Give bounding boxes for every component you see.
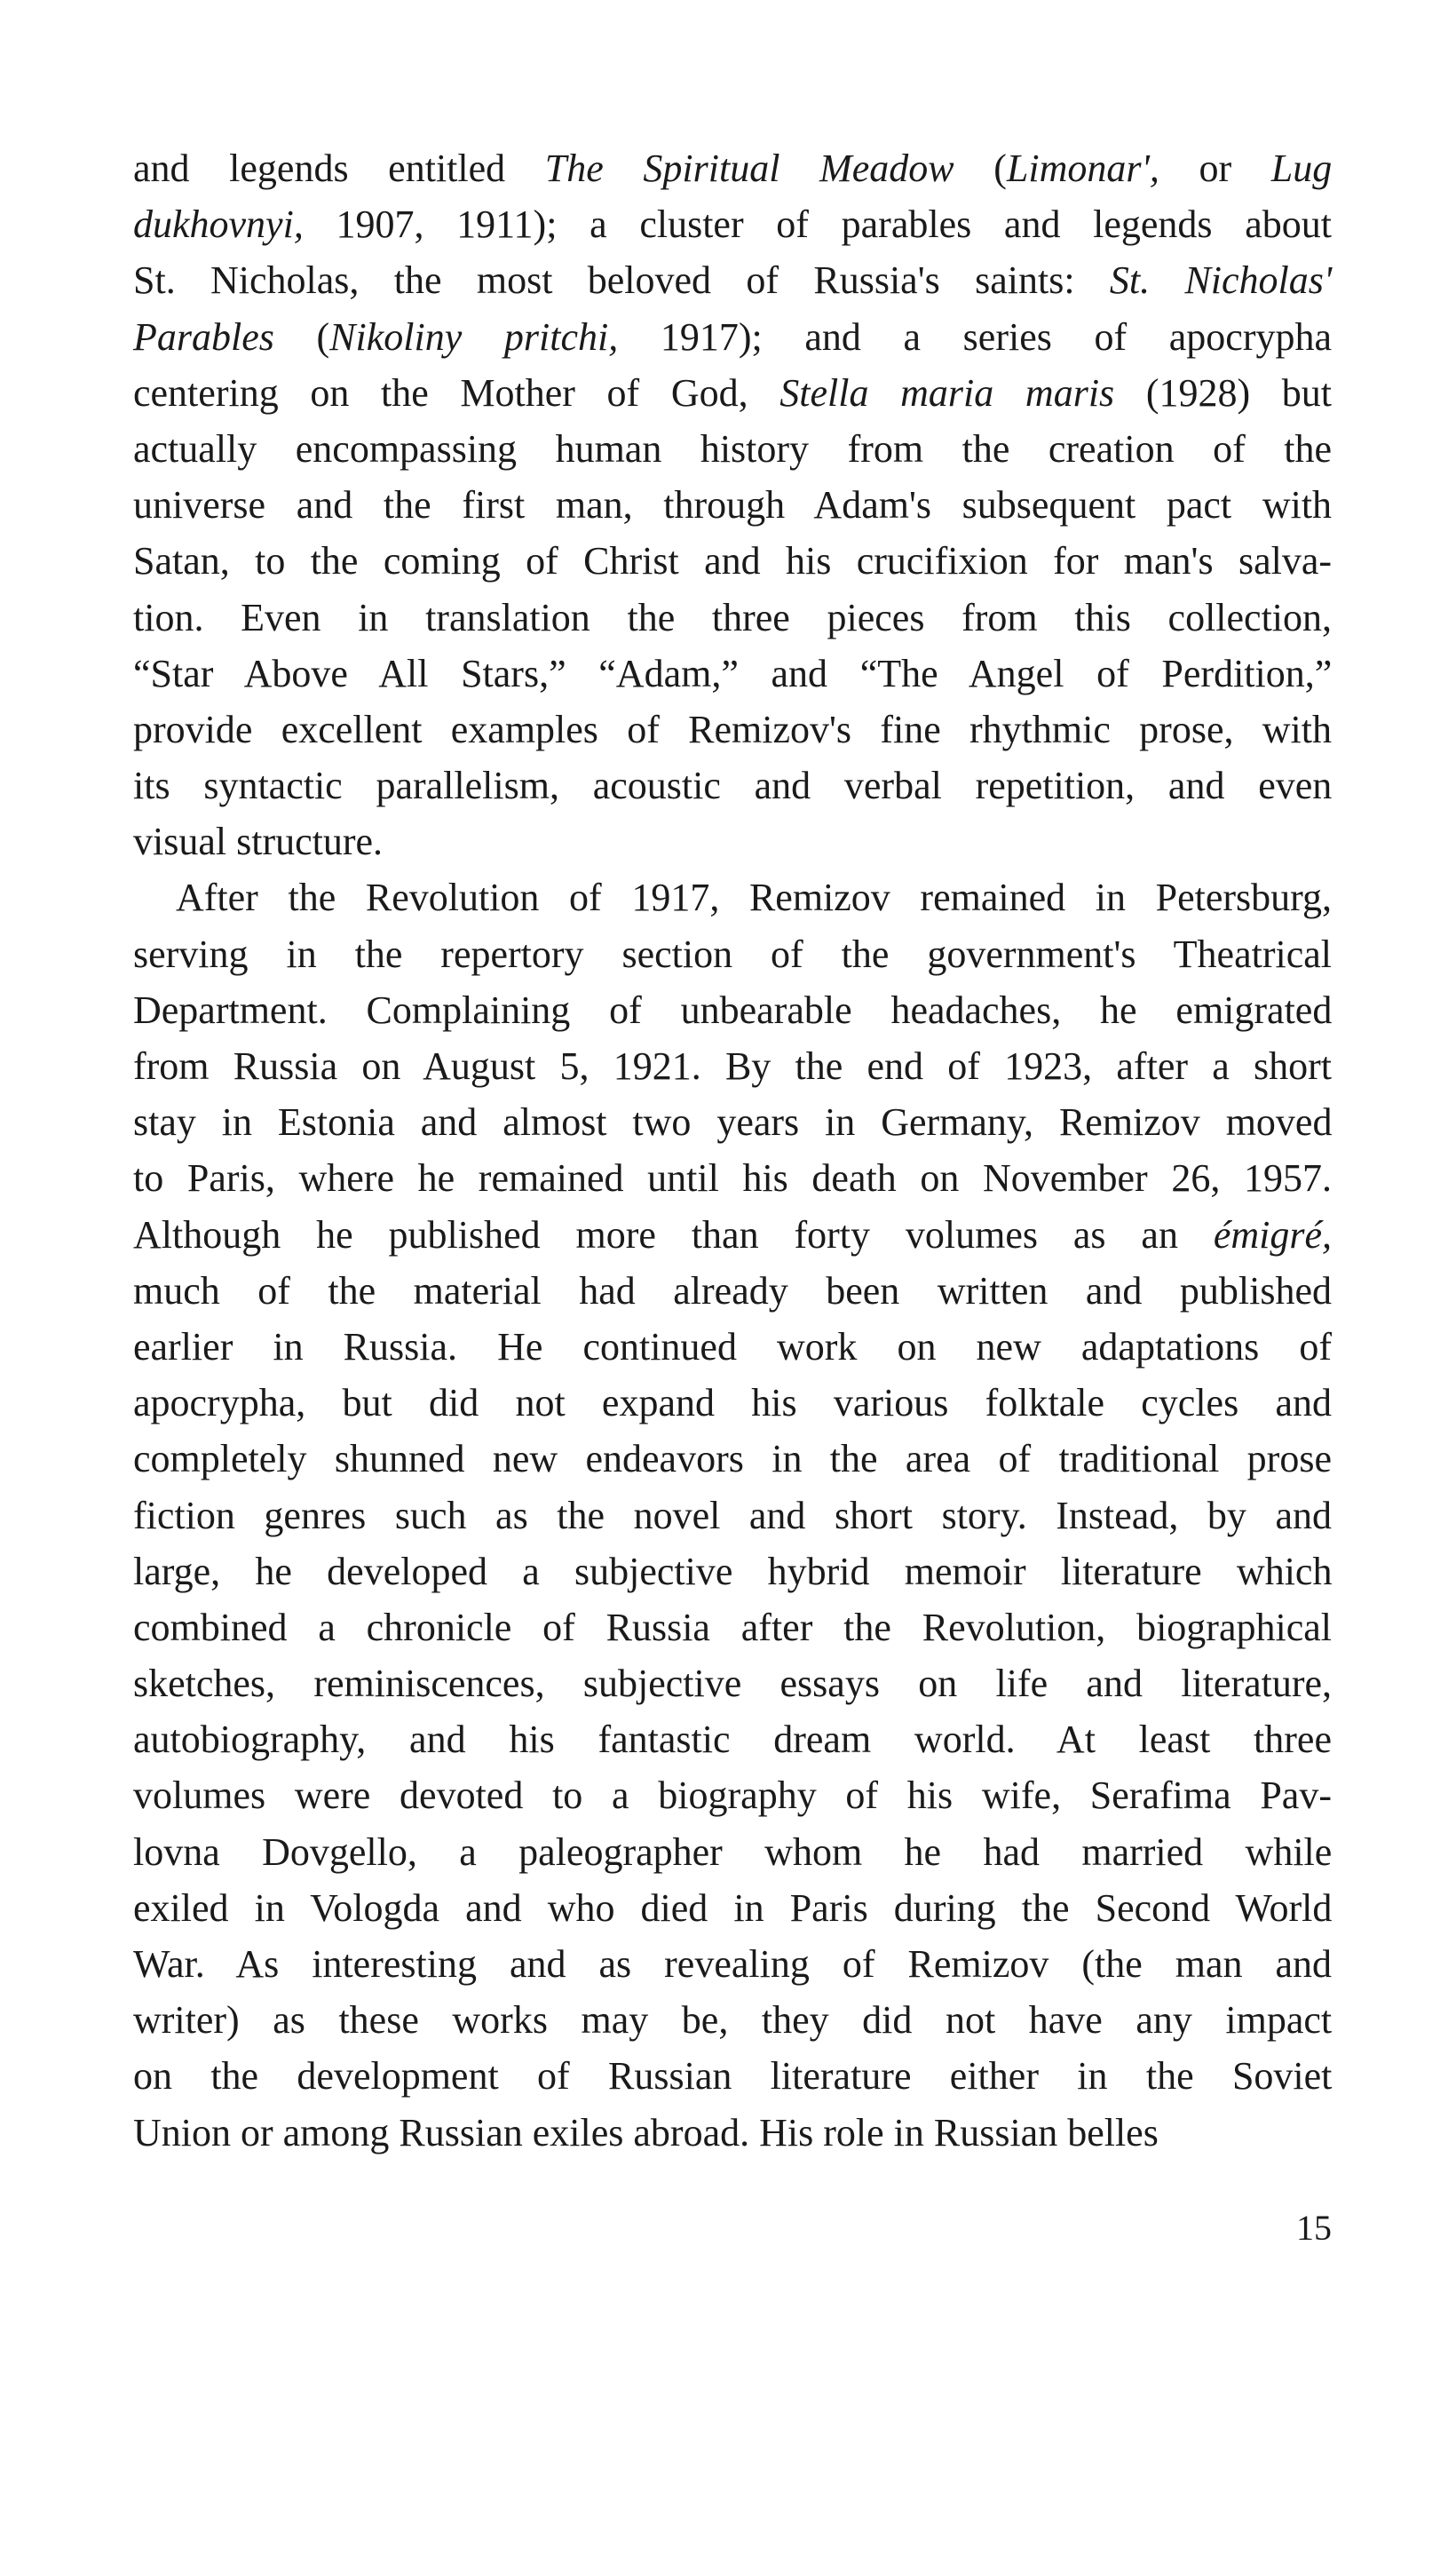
text-line <box>133 196 1332 252</box>
text-line <box>133 702 1332 758</box>
text-line <box>133 477 1332 533</box>
italic-title: dukhovnyi, <box>133 202 304 247</box>
body-text <box>133 140 1332 2161</box>
text-run: 1917); and a series of apocrypha <box>618 314 1333 359</box>
text-run: ( <box>273 314 330 359</box>
text-run: universe and the first man, through Adam's subsequent pact with <box>133 483 1333 528</box>
text-run: large, he developed a subjective hybrid memoir literature which <box>133 1549 1333 1593</box>
text-run: combined a chronicle of Russia after the Revolution, biographical <box>133 1605 1332 1649</box>
text-run: provide excellent examples of Remizov's fine rhythmic prose, with <box>133 707 1332 751</box>
italic-title: Limonar', <box>1006 147 1159 190</box>
text-run: St. Nicholas, the most beloved of Russia's saints: <box>133 258 1110 303</box>
text-run: writer) as these works may be, they did not have any impact <box>133 1998 1333 2043</box>
text-line <box>133 926 1332 982</box>
text-run: volumes were devoted to a biography of his wife, Serafima Pav- <box>133 1773 1332 1818</box>
text-line <box>133 1375 1332 1431</box>
text-run: After the Revolution of 1917, Remizov remained in Petersburg, <box>176 876 1332 920</box>
italic-title: Stella maria maris <box>779 370 1115 415</box>
text-run: or <box>1159 147 1271 190</box>
text-run: apocrypha, but did not expand his various folktale cycles and <box>133 1381 1332 1425</box>
text-run: autobiography, and his fantastic dream world. At least three <box>133 1718 1332 1762</box>
text-line <box>133 1655 1332 1711</box>
text-run: Department. Complaining of unbearable headaches, he emigrated <box>133 988 1333 1032</box>
text-line <box>133 590 1332 646</box>
text-line <box>133 1880 1332 1936</box>
text-run: Satan, to the coming of Christ and his crucifixion for man's salva- <box>133 539 1333 583</box>
text-line <box>133 1824 1332 1880</box>
text-run: its syntactic parallelism, acoustic and verbal repetition, and even <box>133 764 1333 808</box>
text-line <box>133 533 1332 589</box>
text-line <box>133 1599 1332 1655</box>
text-line <box>133 1038 1332 1094</box>
text-line <box>133 2048 1332 2104</box>
text-line <box>133 1488 1332 1543</box>
italic-title: The Spiritual Meadow <box>544 147 954 190</box>
page-number: 15 <box>1296 2208 1332 2248</box>
text-run: completely shunned new endeavors in the area of traditional prose <box>133 1437 1332 1481</box>
text-run: serving in the repertory section of the government's Theatrical <box>133 932 1332 976</box>
italic-title: émigré, <box>1213 1212 1333 1257</box>
text-run: stay in Estonia and almost two years in Germany, Remizov moved <box>133 1100 1333 1145</box>
text-line <box>133 1543 1332 1599</box>
text-run: War. As interesting and as revealing of Remizov (the man and <box>133 1942 1333 1986</box>
text-line <box>133 365 1332 421</box>
text-line <box>133 1711 1332 1767</box>
italic-title: Nikoliny pritchi, <box>329 314 619 359</box>
text-run: on the development of Russian literature either in the Soviet <box>133 2054 1333 2099</box>
text-line <box>133 1767 1332 1823</box>
text-line <box>133 1207 1332 1263</box>
text-run: ( <box>954 147 1007 190</box>
text-run: fiction genres such as the novel and short story. Instead, by and <box>133 1493 1332 1537</box>
text-run: 1907, 1911); a cluster of parables and legends about <box>303 202 1332 247</box>
text-run: exiled in Vologda and who died in Paris during the Second World <box>133 1885 1333 1930</box>
text-line <box>133 1431 1332 1487</box>
text-run: and legends entitled <box>133 147 545 190</box>
italic-title: Parables <box>133 314 274 359</box>
text-run: visual structure. <box>133 820 384 864</box>
text-line <box>133 813 1332 869</box>
text-line <box>133 1150 1332 1206</box>
text-run: tion. Even in translation the three pieces from this collection, <box>133 595 1333 639</box>
text-run: “Star Above All Stars,” “Adam,” and “The Angel of Perdition,” <box>133 651 1333 695</box>
text-run: from Russia on August 5, 1921. By the end of 1923, after a short <box>133 1044 1332 1088</box>
text-line <box>133 2105 1332 2161</box>
text-run: to Paris, where he remained until his death on November 26, 1957. <box>133 1156 1332 1201</box>
text-line <box>133 421 1332 477</box>
text-run: lovna Dovgello, a paleographer whom he had married while <box>133 1829 1333 1874</box>
text-run: centering on the Mother of God, <box>133 370 780 415</box>
text-run: much of the material had already been written and published <box>133 1268 1332 1313</box>
text-run: (1928) but <box>1114 370 1332 415</box>
text-line <box>133 646 1332 702</box>
text-line <box>133 758 1332 813</box>
text-run: Union or among Russian exiles abroad. His role in Russian belles <box>133 2110 1159 2154</box>
text-line <box>133 1094 1332 1150</box>
text-line <box>133 1992 1332 2048</box>
text-line <box>133 1936 1332 1992</box>
text-line <box>133 1263 1332 1319</box>
text-line <box>133 869 1332 925</box>
text-run: sketches, reminiscences, subjective essays on life and literature, <box>133 1662 1333 1706</box>
text-line <box>133 309 1332 365</box>
text-line <box>133 140 1332 196</box>
text-line <box>133 1319 1332 1375</box>
text-run: Although he published more than forty volumes as an <box>133 1212 1214 1257</box>
text-line <box>133 252 1332 308</box>
text-run: actually encompassing human history from the creation of the <box>133 426 1332 471</box>
italic-title: St. Nicholas' <box>1109 258 1333 303</box>
text-line <box>133 982 1332 1038</box>
text-run: earlier in Russia. He continued work on new adaptations of <box>133 1324 1332 1369</box>
italic-title: Lug <box>1270 147 1333 190</box>
